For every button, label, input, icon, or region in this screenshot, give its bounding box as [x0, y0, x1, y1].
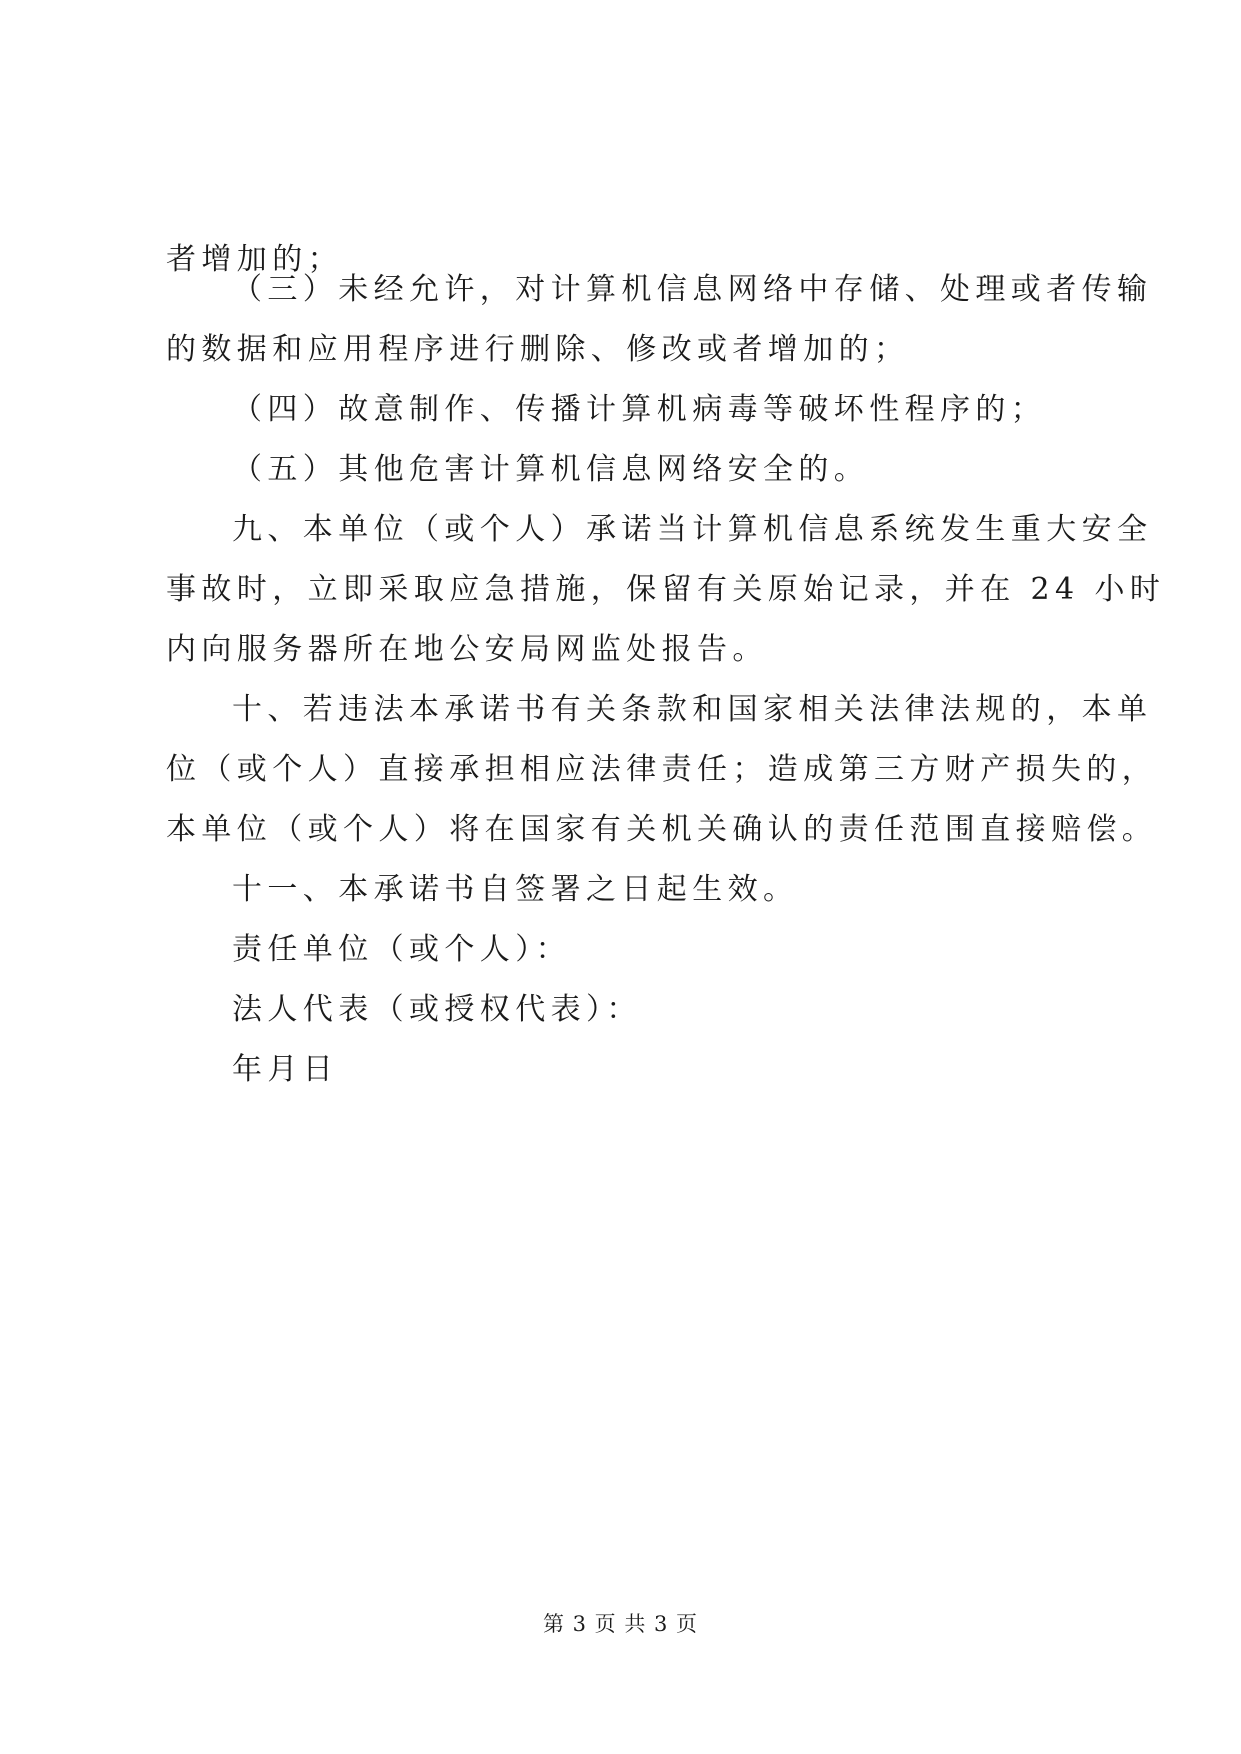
text-line: 位（或个人）直接承担相应法律责任；造成第三方财产损失的，	[166, 752, 1158, 787]
text-line: 本单位（或个人）将在国家有关机关确认的责任范围直接赔偿。	[166, 812, 1158, 847]
text-line: 内向服务器所在地公安局网监处报告。	[166, 632, 768, 667]
text-line: 的数据和应用程序进行删除、修改或者增加的；	[166, 332, 910, 367]
text-line: （四）故意制作、传播计算机病毒等破坏性程序的；	[232, 392, 1047, 427]
text-line: 十一、本承诺书自签署之日起生效。	[232, 872, 799, 907]
text-line: 者增加的；	[166, 242, 343, 277]
text-line: 事故时，立即采取应急措施，保留有关原始记录，并在 24 小时	[166, 572, 1166, 607]
text-line: （三）未经允许，对计算机信息网络中存储、处理或者传输	[232, 272, 1153, 307]
signature-unit-label: 责任单位（或个人）：	[232, 932, 571, 967]
text-line: 十、若违法本承诺书有关条款和国家相关法律法规的，本单	[232, 692, 1153, 727]
text-line: 九、本单位（或个人）承诺当计算机信息系统发生重大安全	[232, 512, 1153, 547]
text-line: （五）其他危害计算机信息网络安全的。	[232, 452, 870, 487]
legal-representative-label: 法人代表（或授权代表）：	[232, 992, 642, 1027]
date-label: 年月日	[232, 1052, 339, 1087]
page-number-footer: 第 3 页 共 3 页	[542, 1612, 699, 1636]
